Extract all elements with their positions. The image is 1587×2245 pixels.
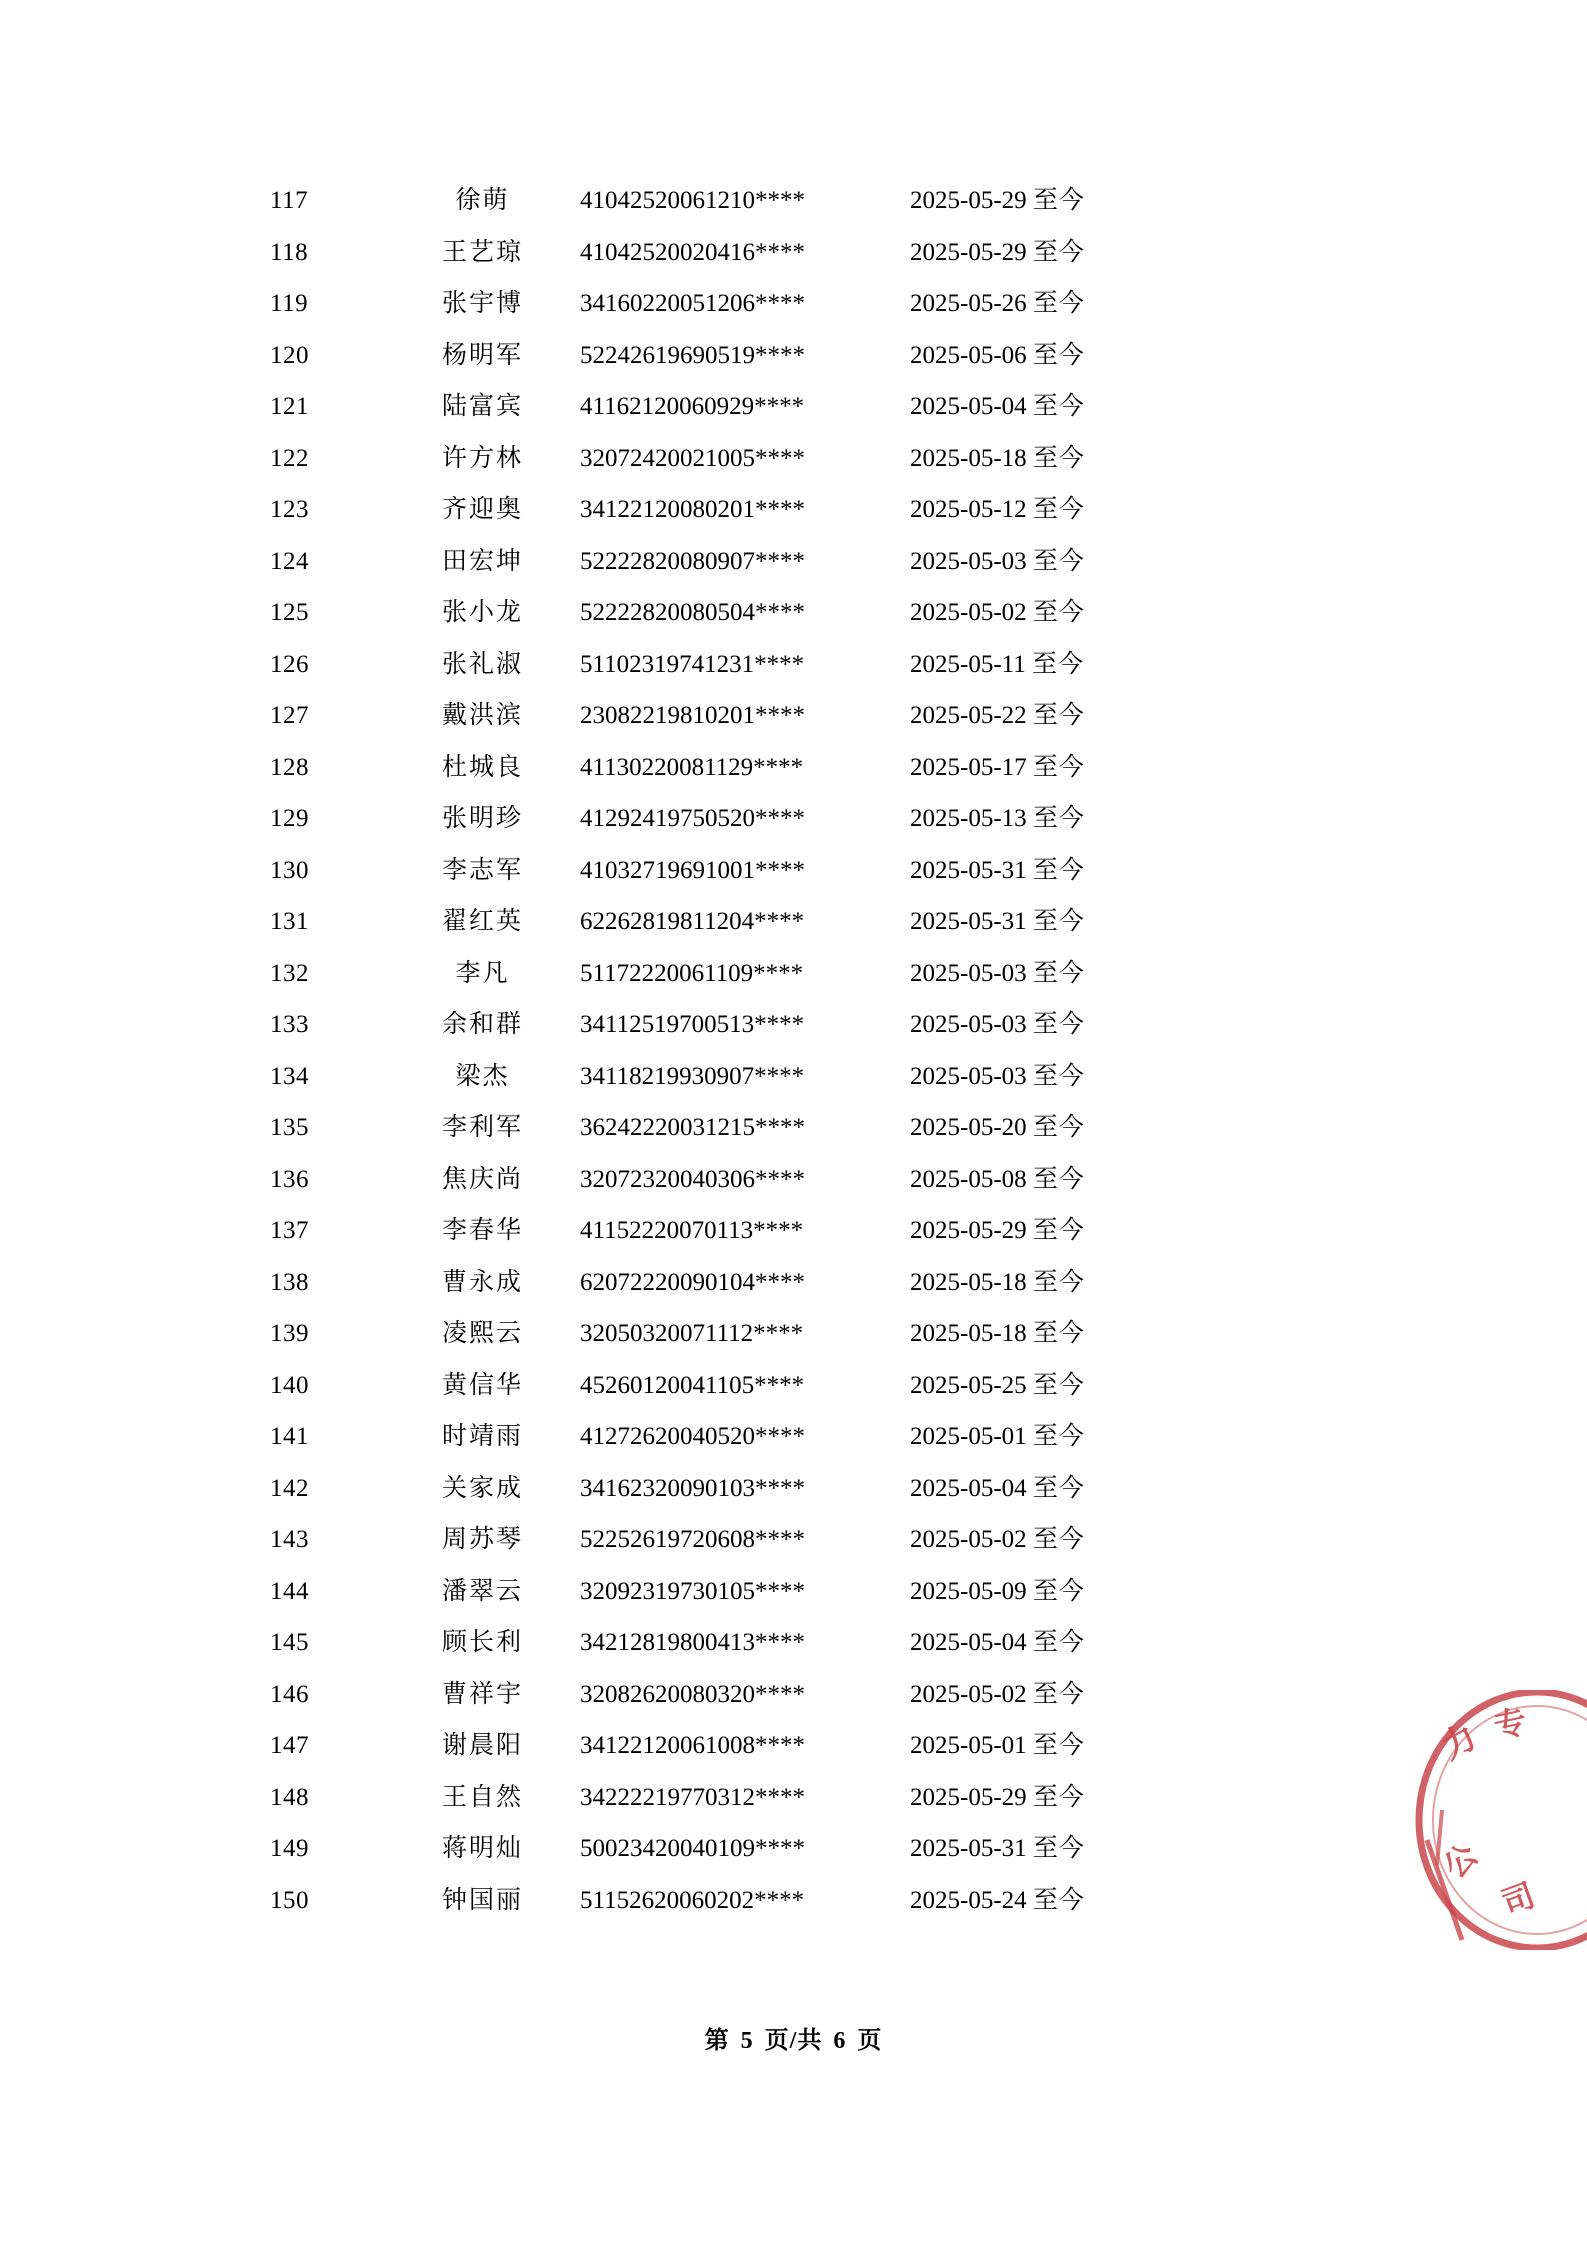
row-date-range: [910, 1308, 1210, 1360]
row-id-number: 41272620040520****: [580, 1423, 805, 1450]
row-date-range: [910, 1102, 1210, 1154]
row-start-date: 2025-05-31: [910, 908, 1027, 935]
table-row: [270, 433, 1270, 485]
row-id-number: 34160220051206****: [580, 290, 805, 317]
row-id-number: 41292419750520****: [580, 805, 805, 832]
row-person-name: 田宏坤: [441, 547, 523, 575]
row-index: 128: [270, 753, 309, 781]
table-row: [270, 381, 1270, 433]
row-date-range: [910, 1514, 1210, 1566]
table-row: [270, 1154, 1270, 1206]
row-start-date: 2025-05-31: [910, 1835, 1027, 1862]
row-index: 127: [270, 702, 309, 729]
row-start-date: 2025-05-09: [910, 1577, 1027, 1605]
row-date-suffix: 至今: [1032, 702, 1085, 729]
row-date-range: [910, 1875, 1210, 1927]
row-person-name: 张明珍: [441, 805, 523, 832]
row-id-number: 36242220031215****: [580, 1114, 805, 1141]
row-start-date: 2025-05-29: [910, 238, 1027, 266]
row-id-number: 51172220061109****: [580, 959, 804, 987]
row-person-name: 顾长利: [441, 1629, 523, 1656]
row-person-name: 王自然: [441, 1783, 523, 1811]
svg-text:专: 专: [1490, 1702, 1530, 1745]
table-row: [270, 330, 1270, 382]
row-start-date: 2025-05-11: [910, 650, 1026, 678]
table-row: [270, 1411, 1270, 1463]
table-row: [270, 278, 1270, 330]
row-start-date: 2025-05-03: [910, 1062, 1027, 1090]
row-date-range: [910, 742, 1210, 794]
row-id-number: 45260120041105****: [580, 1371, 805, 1399]
row-start-date: 2025-05-29: [910, 1217, 1027, 1244]
row-person-name: 曹祥宇: [441, 1680, 523, 1708]
row-start-date: 2025-05-02: [910, 599, 1027, 626]
table-row: [270, 1617, 1270, 1669]
table-row: [270, 639, 1270, 691]
row-index: 146: [270, 1680, 309, 1708]
row-id-number: 52252619720608****: [580, 1526, 805, 1553]
table-row: [270, 999, 1270, 1051]
row-id-number: 41032719691001****: [580, 856, 805, 884]
row-index: 130: [270, 856, 309, 884]
row-date-suffix: 至今: [1032, 496, 1085, 523]
row-id-number: 34122120080201****: [580, 496, 805, 523]
row-index: 139: [270, 1320, 309, 1347]
row-date-range: [910, 1051, 1210, 1103]
row-date-suffix: 至今: [1032, 290, 1085, 317]
row-index: 126: [270, 650, 309, 678]
row-index: 136: [270, 1165, 309, 1193]
row-index: 129: [270, 805, 309, 832]
row-id-number: 32082620080320****: [580, 1680, 805, 1708]
row-index: 142: [270, 1474, 309, 1502]
row-start-date: 2025-05-02: [910, 1680, 1027, 1708]
row-id-number: 32050320071112****: [580, 1320, 804, 1347]
row-person-name: 梁杰: [455, 1062, 510, 1090]
row-index: 134: [270, 1062, 309, 1090]
row-id-number: 23082219810201****: [580, 702, 805, 729]
row-start-date: 2025-05-06: [910, 341, 1027, 369]
row-date-range: [910, 1669, 1210, 1721]
row-date-suffix: 至今: [1032, 1062, 1085, 1090]
row-date-range: [910, 690, 1210, 742]
row-date-suffix: 至今: [1032, 1371, 1085, 1399]
row-index: 133: [270, 1011, 309, 1038]
row-id-number: 52242619690519****: [580, 341, 805, 369]
page-footer: [0, 2020, 1587, 2055]
row-index: 117: [270, 187, 309, 214]
svg-text:公: 公: [1436, 1836, 1485, 1885]
table-row: [270, 1720, 1270, 1772]
row-date-suffix: 至今: [1032, 1783, 1085, 1811]
row-id-number: 34162320090103****: [580, 1474, 805, 1502]
row-person-name: 凌熙云: [441, 1320, 523, 1347]
row-index: 135: [270, 1114, 309, 1141]
row-date-range: [910, 381, 1210, 433]
row-date-suffix: 至今: [1031, 650, 1084, 678]
row-start-date: 2025-05-13: [910, 805, 1027, 832]
row-index: 131: [270, 908, 309, 935]
row-id-number: 34118219930907****: [580, 1062, 805, 1090]
row-start-date: 2025-05-22: [910, 702, 1027, 729]
row-date-suffix: 至今: [1032, 238, 1085, 266]
row-date-range: [910, 1772, 1210, 1824]
row-id-number: 52222820080504****: [580, 599, 805, 626]
table-row: [270, 742, 1270, 794]
row-start-date: 2025-05-25: [910, 1371, 1027, 1399]
table-row: [270, 1205, 1270, 1257]
row-date-range: [910, 278, 1210, 330]
row-date-range: [910, 1360, 1210, 1412]
row-index: 119: [270, 290, 309, 317]
row-person-name: 张礼淑: [441, 650, 523, 678]
svg-text:司: 司: [1497, 1876, 1540, 1922]
row-date-suffix: 至今: [1032, 1268, 1085, 1296]
table-row: [270, 845, 1270, 897]
row-index: 147: [270, 1732, 309, 1759]
row-index: 149: [270, 1835, 309, 1862]
row-date-range: [910, 1720, 1210, 1772]
table-row: [270, 1514, 1270, 1566]
row-date-range: [910, 175, 1210, 227]
row-date-range: [910, 793, 1210, 845]
row-index: 140: [270, 1371, 309, 1399]
table-row: [270, 793, 1270, 845]
records-table: [270, 175, 1270, 1926]
row-start-date: 2025-05-17: [910, 753, 1027, 781]
table-row: [270, 1772, 1270, 1824]
row-date-suffix: 至今: [1032, 1165, 1085, 1193]
row-person-name: 焦庆尚: [441, 1165, 523, 1193]
table-row: [270, 1102, 1270, 1154]
row-date-suffix: 至今: [1032, 341, 1085, 369]
row-person-name: 徐萌: [455, 187, 510, 214]
row-index: 121: [270, 393, 309, 420]
row-index: 143: [270, 1526, 309, 1553]
row-id-number: 34122120061008****: [580, 1732, 805, 1759]
row-id-number: 32092319730105****: [580, 1577, 805, 1605]
row-index: 118: [270, 238, 309, 266]
row-person-name: 蒋明灿: [441, 1835, 523, 1862]
row-date-suffix: 至今: [1032, 1835, 1085, 1862]
row-person-name: 周苏琴: [441, 1526, 523, 1553]
row-date-range: [910, 1617, 1210, 1669]
row-index: 123: [270, 496, 309, 523]
row-start-date: 2025-05-04: [910, 1629, 1027, 1656]
row-date-range: [910, 433, 1210, 485]
row-date-suffix: 至今: [1032, 187, 1085, 214]
table-row: [270, 690, 1270, 742]
row-date-suffix: 至今: [1032, 805, 1085, 832]
row-id-number: 41042520061210****: [580, 187, 805, 214]
row-index: 137: [270, 1217, 309, 1244]
row-person-name: 时靖雨: [441, 1423, 523, 1450]
table-row: [270, 1669, 1270, 1721]
row-id-number: 50023420040109****: [580, 1835, 805, 1862]
row-date-range: [910, 1566, 1210, 1618]
row-person-name: 李利军: [441, 1114, 523, 1141]
row-date-suffix: 至今: [1032, 1423, 1085, 1450]
row-person-name: 曹永成: [441, 1268, 523, 1296]
table-row: [270, 1051, 1270, 1103]
row-date-range: [910, 1257, 1210, 1309]
row-date-suffix: 至今: [1032, 1011, 1085, 1038]
row-index: 138: [270, 1268, 309, 1296]
row-start-date: 2025-05-04: [910, 1474, 1027, 1502]
footer-prefix: 第: [704, 2028, 730, 2054]
row-date-range: [910, 484, 1210, 536]
row-person-name: 谢晨阳: [441, 1732, 523, 1759]
footer-middle: 页/共: [764, 2028, 823, 2054]
table-row: [270, 1308, 1270, 1360]
row-id-number: 41162120060929****: [580, 393, 805, 420]
row-person-name: 翟红英: [441, 908, 523, 935]
table-row: [270, 175, 1270, 227]
row-date-suffix: 至今: [1032, 856, 1085, 884]
row-index: 148: [270, 1783, 309, 1811]
official-seal-stamp: [1387, 1690, 1587, 1950]
table-row: [270, 1566, 1270, 1618]
row-index: 150: [270, 1886, 309, 1914]
row-start-date: 2025-05-29: [910, 187, 1027, 214]
row-id-number: 41130220081129****: [580, 753, 804, 781]
row-start-date: 2025-05-12: [910, 496, 1027, 523]
row-start-date: 2025-05-01: [910, 1732, 1027, 1759]
row-date-suffix: 至今: [1032, 1629, 1085, 1656]
row-date-suffix: 至今: [1032, 1526, 1085, 1553]
row-id-number: 34222219770312****: [580, 1783, 805, 1811]
row-index: 145: [270, 1629, 309, 1656]
table-row: [270, 1463, 1270, 1515]
row-start-date: 2025-05-18: [910, 1268, 1027, 1296]
row-date-range: [910, 948, 1210, 1000]
row-date-range: [910, 639, 1210, 691]
row-person-name: 许方林: [441, 444, 523, 472]
row-id-number: 41152220070113****: [580, 1217, 804, 1244]
row-start-date: 2025-05-18: [910, 1320, 1027, 1347]
table-row: [270, 1823, 1270, 1875]
row-person-name: 陆富宾: [441, 393, 523, 420]
row-id-number: 32072320040306****: [580, 1165, 805, 1193]
row-start-date: 2025-05-29: [910, 1783, 1027, 1811]
row-id-number: 52222820080907****: [580, 547, 805, 575]
row-person-name: 张宇博: [441, 290, 523, 317]
row-date-range: [910, 587, 1210, 639]
row-start-date: 2025-05-08: [910, 1165, 1027, 1193]
row-person-name: 张小龙: [441, 599, 523, 626]
row-date-suffix: 至今: [1032, 959, 1085, 987]
row-start-date: 2025-05-02: [910, 1526, 1027, 1553]
row-start-date: 2025-05-01: [910, 1423, 1027, 1450]
row-person-name: 齐迎奥: [441, 496, 523, 523]
row-index: 122: [270, 444, 309, 472]
row-start-date: 2025-05-18: [910, 444, 1027, 472]
table-row: [270, 484, 1270, 536]
row-date-range: [910, 845, 1210, 897]
row-person-name: 王艺琼: [441, 238, 523, 266]
row-date-suffix: 至今: [1032, 393, 1085, 420]
row-date-suffix: 至今: [1032, 908, 1085, 935]
row-date-range: [910, 1205, 1210, 1257]
row-date-range: [910, 1411, 1210, 1463]
row-person-name: 戴洪滨: [441, 702, 523, 729]
row-id-number: 62262819811204****: [580, 908, 805, 935]
row-index: 125: [270, 599, 309, 626]
row-start-date: 2025-05-26: [910, 290, 1027, 317]
row-date-range: [910, 1823, 1210, 1875]
row-date-suffix: 至今: [1032, 1217, 1085, 1244]
row-index: 144: [270, 1577, 309, 1605]
row-id-number: 51102319741231****: [580, 650, 805, 678]
row-id-number: 41042520020416****: [580, 238, 805, 266]
row-date-suffix: 至今: [1032, 1114, 1085, 1141]
row-id-number: 34212819800413****: [580, 1629, 805, 1656]
row-person-name: 潘翠云: [441, 1577, 523, 1605]
table-row: [270, 587, 1270, 639]
row-start-date: 2025-05-20: [910, 1114, 1027, 1141]
row-person-name: 关家成: [441, 1474, 523, 1502]
row-start-date: 2025-05-03: [910, 547, 1027, 575]
table-row: [270, 1257, 1270, 1309]
row-date-range: [910, 1463, 1210, 1515]
row-person-name: 钟国丽: [441, 1886, 523, 1914]
row-id-number: 51152620060202****: [580, 1886, 805, 1914]
row-index: 124: [270, 547, 309, 575]
row-start-date: 2025-05-03: [910, 1011, 1027, 1038]
row-start-date: 2025-05-03: [910, 959, 1027, 987]
row-date-suffix: 至今: [1032, 1732, 1085, 1759]
svg-text:力: 力: [1435, 1718, 1483, 1768]
table-row: [270, 536, 1270, 588]
row-date-suffix: 至今: [1032, 1320, 1085, 1347]
footer-suffix: 页: [857, 2028, 883, 2054]
table-row: [270, 1875, 1270, 1927]
row-person-name: 余和群: [441, 1011, 523, 1038]
row-date-suffix: 至今: [1032, 1577, 1085, 1605]
row-date-range: [910, 227, 1210, 279]
row-index: 120: [270, 341, 309, 369]
row-id-number: 62072220090104****: [580, 1268, 805, 1296]
row-date-range: [910, 999, 1210, 1051]
row-date-suffix: 至今: [1032, 599, 1085, 626]
row-person-name: 李春华: [441, 1217, 523, 1244]
row-start-date: 2025-05-24: [910, 1886, 1027, 1914]
row-date-range: [910, 896, 1210, 948]
row-date-range: [910, 1154, 1210, 1206]
row-index: 141: [270, 1423, 309, 1450]
table-row: [270, 227, 1270, 279]
row-date-suffix: 至今: [1032, 444, 1085, 472]
row-start-date: 2025-05-04: [910, 393, 1027, 420]
row-person-name: 杨明军: [441, 341, 523, 369]
footer-current-page: 5: [740, 2028, 754, 2054]
row-person-name: 李志军: [441, 856, 523, 884]
row-person-name: 黄信华: [441, 1371, 523, 1399]
row-id-number: 34112519700513****: [580, 1011, 805, 1038]
table-row: [270, 896, 1270, 948]
row-date-suffix: 至今: [1032, 753, 1085, 781]
footer-total-pages: 6: [833, 2028, 847, 2054]
row-person-name: 李凡: [455, 959, 510, 987]
row-date-range: [910, 330, 1210, 382]
row-date-suffix: 至今: [1032, 1680, 1085, 1708]
row-date-range: [910, 536, 1210, 588]
row-index: 132: [270, 959, 309, 987]
row-id-number: 32072420021005****: [580, 444, 805, 472]
table-row: [270, 948, 1270, 1000]
row-date-suffix: 至今: [1032, 1886, 1085, 1914]
row-date-suffix: 至今: [1032, 1474, 1085, 1502]
table-row: [270, 1360, 1270, 1412]
row-person-name: 杜城良: [441, 753, 523, 781]
row-start-date: 2025-05-31: [910, 856, 1027, 884]
row-date-suffix: 至今: [1032, 547, 1085, 575]
